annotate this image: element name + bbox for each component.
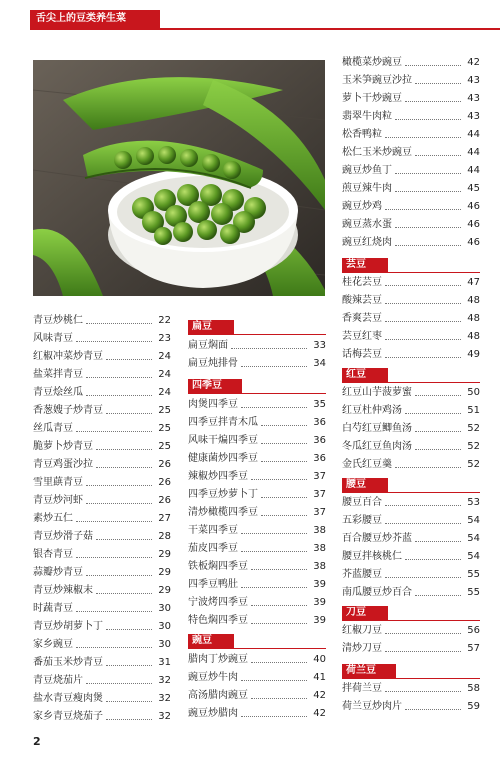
- toc-entry[interactable]: 辣椒炒四季豆 37: [188, 471, 326, 482]
- section-heading-yao: 腰豆: [342, 478, 388, 492]
- section-heading-dao: 刀豆: [342, 606, 388, 620]
- section-rule: [188, 334, 326, 335]
- toc-entry[interactable]: 青豆鸡蛋沙拉 26: [33, 459, 171, 470]
- header-rule: [30, 28, 500, 30]
- toc-entry[interactable]: 红椒刀豆 56: [342, 625, 480, 636]
- toc-entry[interactable]: 风味干煸四季豆 36: [188, 435, 326, 446]
- section-rule: [188, 393, 326, 394]
- toc-entry[interactable]: 豌豆炒鱼丁 44: [342, 165, 480, 176]
- toc-entry[interactable]: 番茄玉米炒青豆 31: [33, 657, 171, 668]
- section-heading-hong: 红豆: [342, 368, 388, 382]
- toc-entry[interactable]: 四季豆炒萝卜丁 37: [188, 489, 326, 500]
- toc-entry[interactable]: 豌豆炒腊肉 42: [188, 708, 326, 719]
- toc-entry[interactable]: 红豆杜仲鸡汤 51: [342, 405, 480, 416]
- book-title: 舌尖上的豆类养生菜: [30, 10, 160, 28]
- toc-entry[interactable]: 家乡青豆烧茄子 32: [33, 711, 171, 722]
- toc-entry[interactable]: 五彩腰豆 54: [342, 515, 480, 526]
- peas-image: [33, 60, 325, 296]
- toc-entry[interactable]: 白芍红豆鲫鱼汤 52: [342, 423, 480, 434]
- toc-entry[interactable]: 青豆炒辣椒末 29: [33, 585, 171, 596]
- toc-entry[interactable]: 豌豆炒牛肉 41: [188, 672, 326, 683]
- toc-entry[interactable]: 茄皮四季豆 38: [188, 543, 326, 554]
- toc-entry[interactable]: 青豆烧茄片 32: [33, 675, 171, 686]
- toc-entry[interactable]: 宁波烤四季豆 39: [188, 597, 326, 608]
- toc-entry[interactable]: 红椒冲菜炒青豆 24: [33, 351, 171, 362]
- toc-entry[interactable]: 话梅芸豆 49: [342, 349, 480, 360]
- section-heading-bian: 扁豆: [188, 320, 234, 334]
- toc-entry[interactable]: 健康菌炒四季豆 36: [188, 453, 326, 464]
- toc-entry[interactable]: 干菜四季豆 38: [188, 525, 326, 536]
- toc-entry[interactable]: 高汤腊肉豌豆 42: [188, 690, 326, 701]
- toc-entry[interactable]: 清炒刀豆 57: [342, 643, 480, 654]
- section-heading-yun: 芸豆: [342, 258, 388, 272]
- toc-entry[interactable]: 雪里蕻青豆 26: [33, 477, 171, 488]
- page-header: [0, 10, 500, 30]
- toc-entry[interactable]: 翡翠牛肉粒 43: [342, 111, 480, 122]
- section-rule: [342, 678, 480, 679]
- toc-entry[interactable]: 酸辣芸豆 48: [342, 295, 480, 306]
- toc-entry[interactable]: 芥蓝腰豆 55: [342, 569, 480, 580]
- toc-entry[interactable]: 清炒橄榄四季豆 37: [188, 507, 326, 518]
- toc-entry[interactable]: 豌豆红烧肉 46: [342, 237, 480, 248]
- toc-entry[interactable]: 萝卜干炒豌豆 43: [342, 93, 480, 104]
- toc-entry[interactable]: 丝瓜青豆 25: [33, 423, 171, 434]
- section-rule: [188, 648, 326, 649]
- toc-entry[interactable]: 香爽芸豆 48: [342, 313, 480, 324]
- toc-entry[interactable]: 红豆山芋菠萝蜜 50: [342, 387, 480, 398]
- toc-entry[interactable]: 素炒五仁 27: [33, 513, 171, 524]
- section-rule: [342, 272, 480, 273]
- toc-entry[interactable]: 荷兰豆炒肉片 59: [342, 701, 480, 712]
- section-rule: [342, 492, 480, 493]
- toc-entry[interactable]: 拌荷兰豆 58: [342, 683, 480, 694]
- toc-entry[interactable]: 玉米笋豌豆沙拉 43: [342, 75, 480, 86]
- toc-entry[interactable]: 青豆炒桃仁 22: [33, 315, 171, 326]
- toc-entry[interactable]: 豌豆蒸水蛋 46: [342, 219, 480, 230]
- toc-entry[interactable]: 腰豆拌核桃仁 54: [342, 551, 480, 562]
- section-heading-helan: 荷兰豆: [342, 664, 396, 678]
- toc-entry[interactable]: 青豆炒河虾 26: [33, 495, 171, 506]
- toc-entry[interactable]: 四季豆拌青木瓜 36: [188, 417, 326, 428]
- toc-entry[interactable]: 桂花芸豆 47: [342, 277, 480, 288]
- toc-entry[interactable]: 扁豆焖面 33: [188, 340, 326, 351]
- toc-entry[interactable]: 青豆炒胡萝卜丁 30: [33, 621, 171, 632]
- toc-entry[interactable]: 松仁玉米炒豌豆 44: [342, 147, 480, 158]
- section-rule: [342, 382, 480, 383]
- toc-entry[interactable]: 芸豆红枣 48: [342, 331, 480, 342]
- toc-entry[interactable]: 脆萝卜炒青豆 25: [33, 441, 171, 452]
- toc-entry[interactable]: 青豆烩丝瓜 24: [33, 387, 171, 398]
- toc-entry[interactable]: 青豆炒滑子菇 28: [33, 531, 171, 542]
- section-heading-siji: 四季豆: [188, 379, 242, 393]
- toc-entry[interactable]: 冬瓜红豆鱼肉汤 52: [342, 441, 480, 452]
- toc-entry[interactable]: 金氏红豆羹 52: [342, 459, 480, 470]
- toc-entry[interactable]: 肉煲四季豆 35: [188, 399, 326, 410]
- toc-entry[interactable]: 豌豆炒鸡 46: [342, 201, 480, 212]
- toc-entry[interactable]: 松香鸭粒 44: [342, 129, 480, 140]
- toc-entry[interactable]: 四季豆鸭肚 39: [188, 579, 326, 590]
- section-rule: [342, 620, 480, 621]
- toc-entry[interactable]: 扁豆炖排骨 34: [188, 358, 326, 369]
- page-number: 2: [33, 735, 41, 748]
- toc-entry[interactable]: 盐水青豆瘦肉煲 32: [33, 693, 171, 704]
- section-heading-wan: 豌豆: [188, 634, 234, 648]
- toc-entry[interactable]: 煎豆辣牛肉 45: [342, 183, 480, 194]
- toc-entry[interactable]: 银杏青豆 29: [33, 549, 171, 560]
- peas-photo: [33, 60, 325, 296]
- toc-entry[interactable]: 南瓜腰豆炒百合 55: [342, 587, 480, 598]
- toc-entry[interactable]: 蒜瓣炒青豆 29: [33, 567, 171, 578]
- toc-entry[interactable]: 家乡豌豆 30: [33, 639, 171, 650]
- toc-entry[interactable]: 铁板焖四季豆 38: [188, 561, 326, 572]
- toc-entry[interactable]: 盐菜拌青豆 24: [33, 369, 171, 380]
- toc-entry[interactable]: 时蔬青豆 30: [33, 603, 171, 614]
- toc-entry[interactable]: 特色焖四季豆 39: [188, 615, 326, 626]
- toc-entry[interactable]: 百合腰豆炒芥蓝 54: [342, 533, 480, 544]
- toc-entry[interactable]: 腊肉丁炒豌豆 40: [188, 654, 326, 665]
- toc-entry[interactable]: 香葱嫂子炒青豆 25: [33, 405, 171, 416]
- toc-entry[interactable]: 风味青豆 23: [33, 333, 171, 344]
- toc-entry[interactable]: 橄榄菜炒豌豆 42: [342, 57, 480, 68]
- toc-entry[interactable]: 腰豆百合 53: [342, 497, 480, 508]
